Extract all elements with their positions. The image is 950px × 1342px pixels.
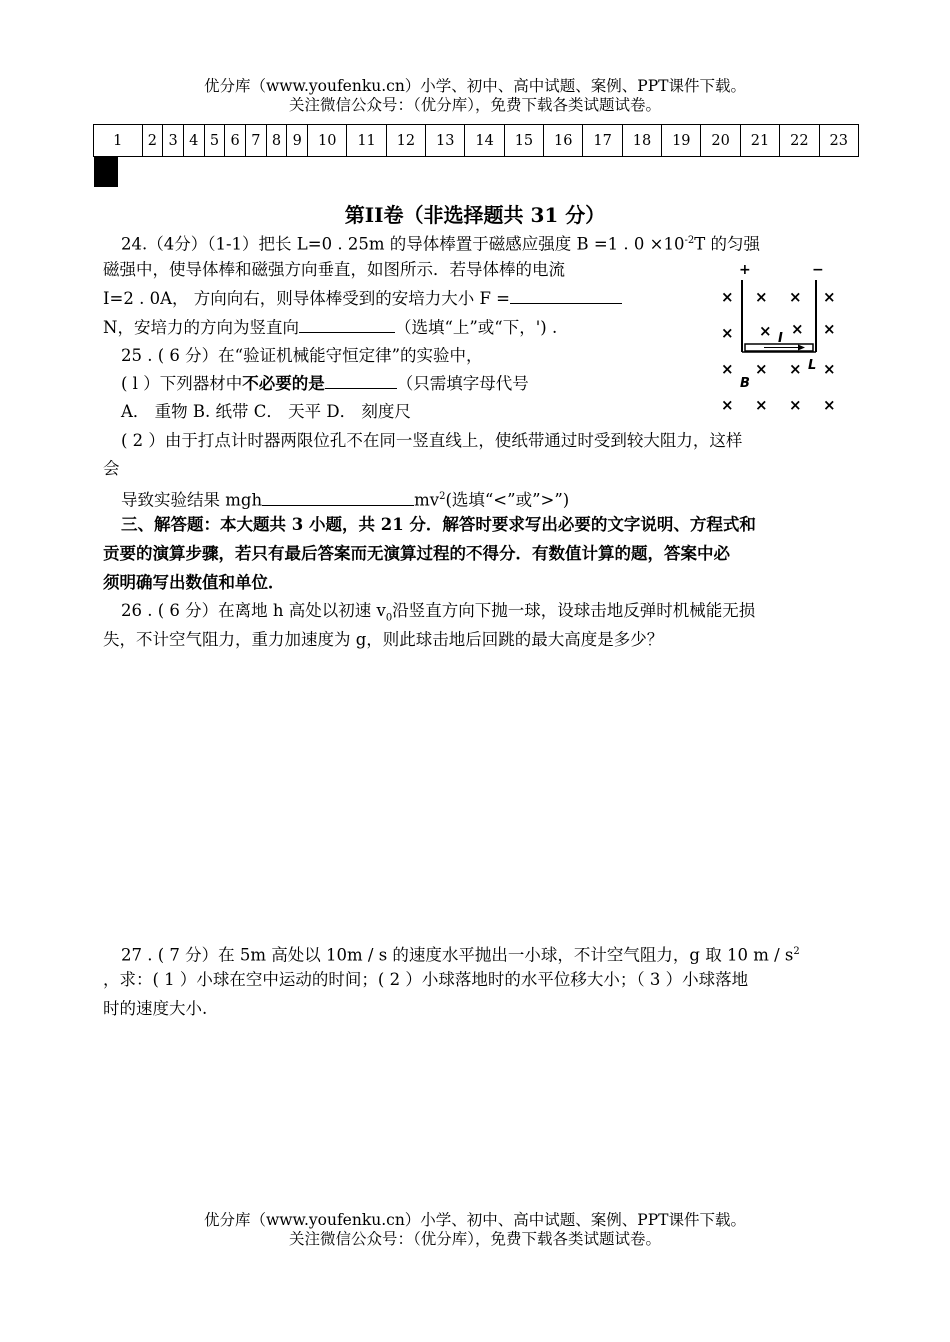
- field-cross-mark: ×: [789, 360, 802, 378]
- q24-line-3: I=2 . 0A， 方向向右，则导体棒受到的安培力大小 F =: [103, 288, 622, 310]
- field-cross-mark: ×: [823, 396, 836, 414]
- header-line-2: 关注微信公众号：（优分库），免费下载各类试题试卷。: [288, 96, 661, 114]
- direction-answer-blank[interactable]: [299, 318, 395, 333]
- section3-line-2: 贡要的演算步骤，若只有最后答案而无演算过程的不得分．有数值计算的题，答案中必: [103, 544, 730, 563]
- field-cross-mark: ×: [789, 396, 802, 414]
- field-cross-mark: ×: [789, 288, 802, 306]
- answer-number-cell: 16: [544, 125, 583, 157]
- q25-line-5: 会: [103, 459, 120, 478]
- answer-number-cell: 4: [183, 125, 204, 157]
- footer-line-2: 关注微信公众号：（优分库），免费下载各类试题试卷。: [288, 1230, 661, 1248]
- field-cross-mark: ×: [721, 324, 734, 342]
- field-cross-mark: ×: [755, 360, 768, 378]
- q26-line-1: 26 . ( 6 分）在离地 h 高处以初速 $v_0$沿竖直方向下抛一球，设球击地反弹时机械能无损: [121, 601, 756, 624]
- answer-number-cell: 20: [701, 125, 740, 157]
- field-cross-mark: ×: [755, 288, 768, 306]
- answer-number-cell: 12: [386, 125, 425, 157]
- answer-number-cell: 13: [426, 125, 465, 157]
- field-cross-mark: ×: [791, 320, 804, 338]
- answer-number-cell: 23: [819, 125, 859, 157]
- length-label: L: [808, 358, 817, 373]
- field-cross-mark: ×: [823, 360, 836, 378]
- q24-line-4: N，安培力的方向为竖直向 （选填“上”或“下，') .: [103, 318, 558, 337]
- answer-input-cell[interactable]: [116, 158, 117, 187]
- plus-terminal: +: [739, 262, 751, 278]
- answer-number-cell: 7: [245, 125, 266, 157]
- answer-number-cell: 14: [465, 125, 504, 157]
- answer-table: [93, 124, 859, 176]
- field-cross-mark: ×: [721, 288, 734, 306]
- answer-number-cell: 11: [347, 125, 386, 157]
- answer-number-cell: 10: [308, 125, 347, 157]
- footer-line-1: 优分库（www.youfenku.cn）小学、初中、高中试题、案例、PPT课件下载。: [203, 1211, 747, 1229]
- header-line-1: 优分库（www.youfenku.cn）小学、初中、高中试题、案例、PPT课件下载。: [203, 77, 747, 95]
- force-answer-blank[interactable]: [510, 289, 622, 304]
- q24-line-1: 24.（4分）（1-1）把长 L=0 . 25m 的导体棒置于磁感应强度 B =1 . $0 \times 10^{-2}T$ 的匀强: [121, 234, 760, 254]
- answer-number-cell: 17: [583, 125, 622, 157]
- field-cross-mark: ×: [823, 288, 836, 306]
- field-label: B: [740, 376, 750, 391]
- answer-number-cell: 9: [287, 125, 308, 157]
- current-label: I: [778, 331, 783, 346]
- q25-line-2: ( l ）下列器材中不必要的是 （只需填字母代号: [121, 374, 529, 393]
- equipment-answer-blank[interactable]: [325, 374, 397, 389]
- q24-line-2: 磁强中，使导体棒和磁强方向垂直，如图所示．若导体棒的电流: [103, 260, 565, 279]
- q27-line-1: 27 . ( 7 分）在 5m 高处以 10m / s 的速度水平抛出一小球，不计空气阻力，g 取 10 m / $s^2$: [121, 945, 800, 965]
- minus-terminal: −: [812, 262, 824, 278]
- field-cross-mark: ×: [759, 322, 772, 340]
- magnetic-field-figure: [712, 256, 857, 418]
- answer-blank-row: [94, 157, 118, 172]
- field-cross-mark: ×: [721, 360, 734, 378]
- field-cross-mark: ×: [755, 396, 768, 414]
- q25-line-6: 导致实验结果 mgh $mv^2$(选填“<”或”>”): [121, 490, 570, 510]
- answer-number-cell: 6: [225, 125, 246, 157]
- answer-number-cell: 5: [204, 125, 225, 157]
- section3-line-1: 三、解答题：本大题共 3 小题，共 21 分．解答时要求写出必要的文字说明、方程式和: [121, 515, 756, 534]
- section3-line-3: 须明确写出数值和单位．: [103, 573, 285, 592]
- q25-line-1: 25 . ( 6 分）在“验证机械能守恒定律”的实验中，: [121, 346, 483, 365]
- q27-line-2: ，求：( 1 ）小球在空中运动的时间；( 2 ）小球落地时的水平位移大小；（ 3 ）小球落地: [103, 970, 749, 989]
- section-title: 第II卷（非选择题共 31 分）: [344, 203, 606, 227]
- q27-line-3: 时的速度大小.: [103, 999, 208, 1018]
- answer-number-cell: 1: [94, 125, 143, 157]
- answer-number-cell: 22: [780, 125, 819, 157]
- q25-line-4: ( 2 ）由于打点计时器两限位孔不在同一竖直线上，使纸带通过时受到较大阻力，这样: [121, 431, 743, 450]
- comparison-answer-blank[interactable]: [262, 491, 414, 506]
- answer-number-cell: 15: [504, 125, 543, 157]
- field-cross-mark: ×: [721, 396, 734, 414]
- answer-number-cell: 18: [622, 125, 661, 157]
- answer-number-cell: 2: [142, 125, 163, 157]
- answer-number-cell: 21: [740, 125, 779, 157]
- answer-number-cell: 3: [163, 125, 184, 157]
- answer-number-row: [94, 125, 859, 157]
- answer-number-cell: 8: [266, 125, 287, 157]
- answer-number-cell: 19: [662, 125, 701, 157]
- q25-options: A． 重物 B. 纸带 C． 天平 D． 刻度尺: [121, 402, 411, 421]
- q26-line-2: 失，不计空气阻力，重力加速度为 g，则此球击地后回跳的最大高度是多少？: [103, 630, 664, 649]
- field-cross-mark: ×: [823, 320, 836, 338]
